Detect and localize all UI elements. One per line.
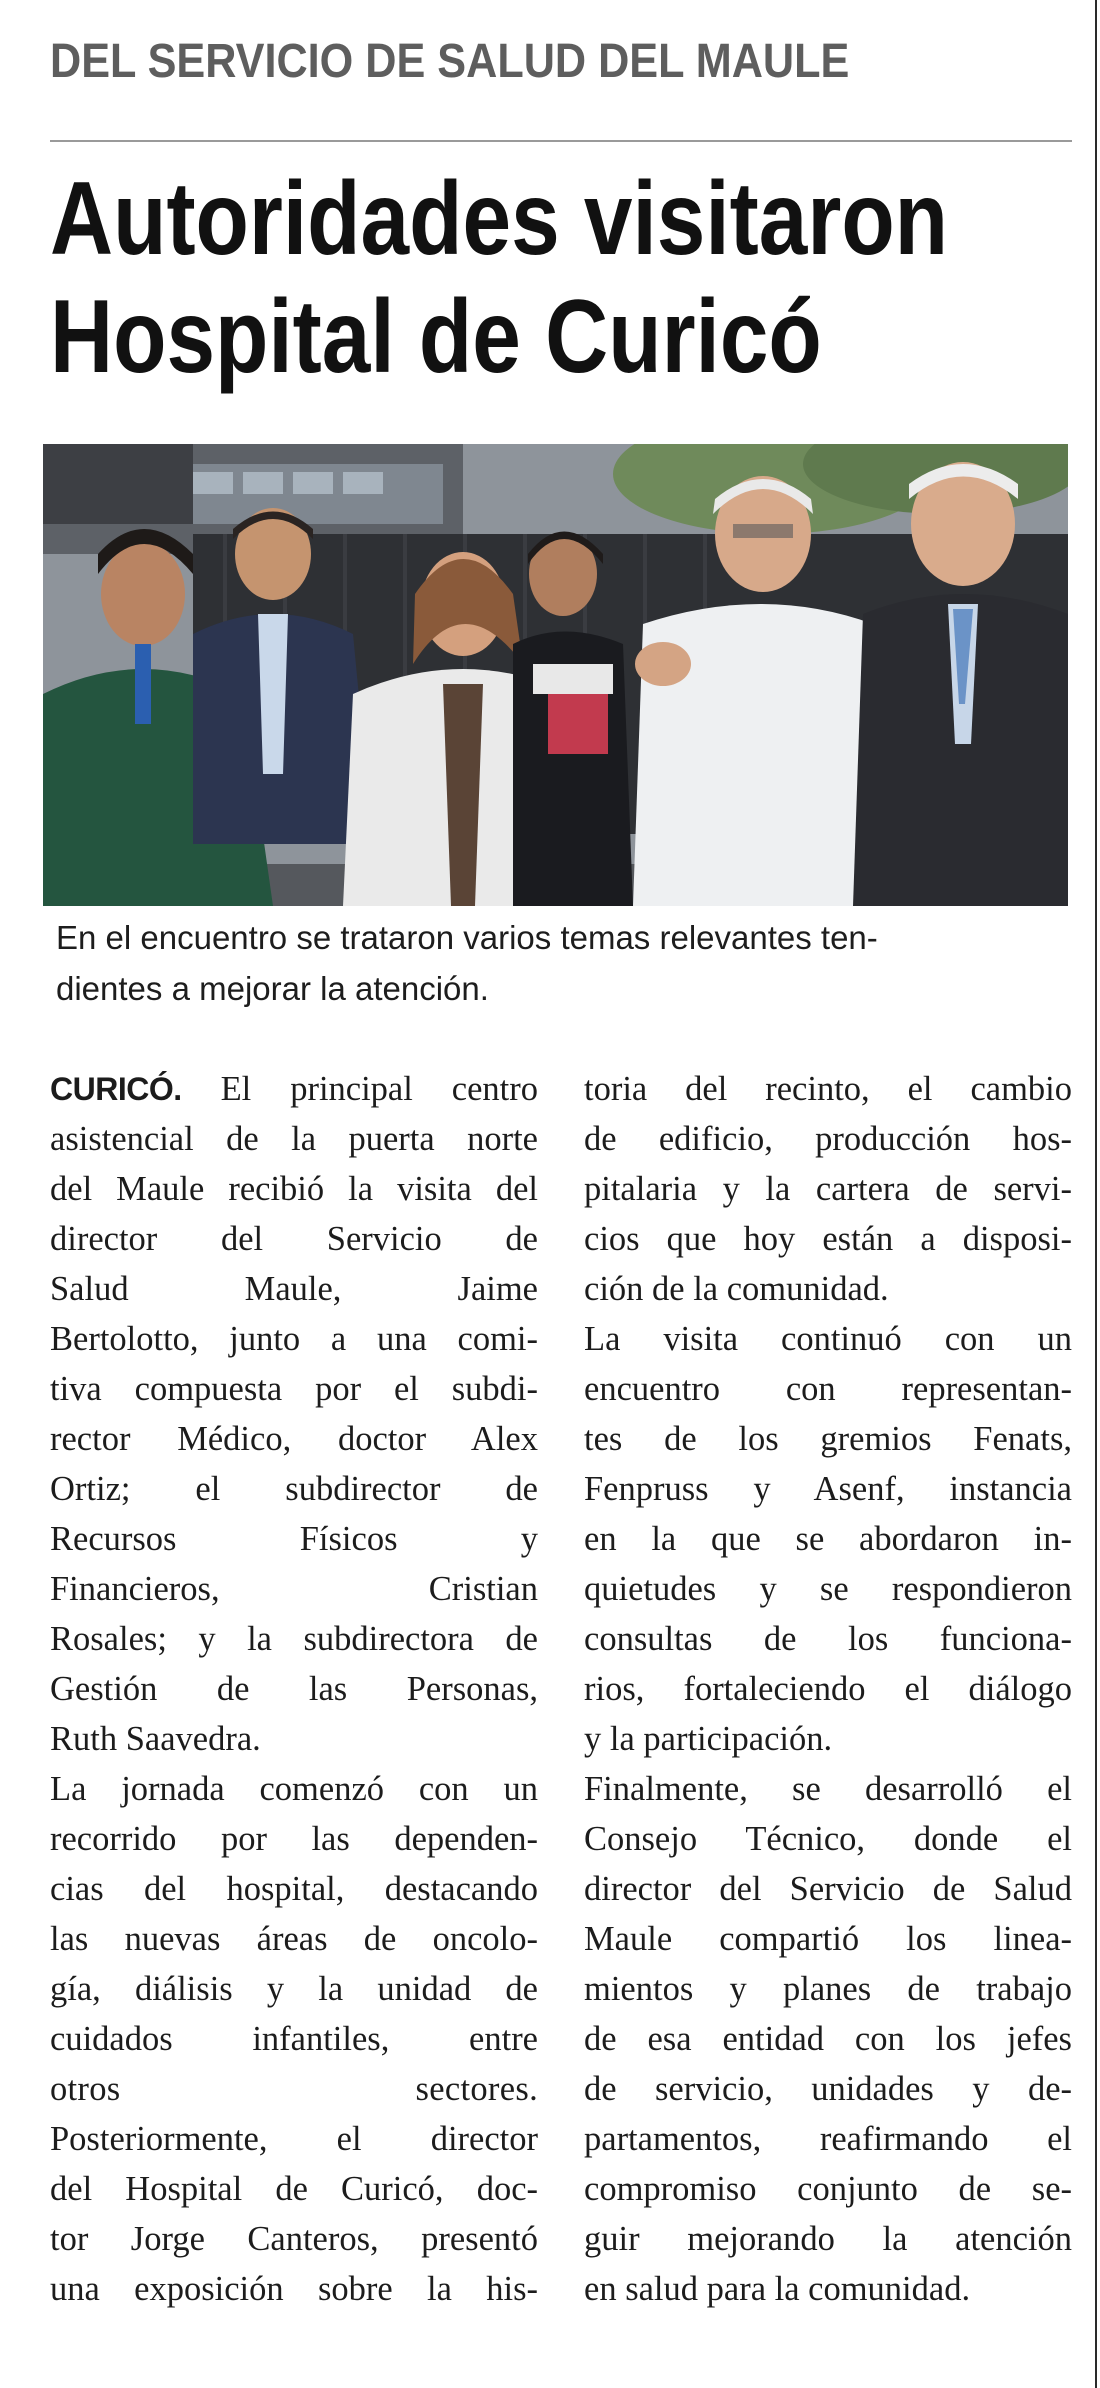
text-line: compromiso conjunto de se-: [584, 2170, 1072, 2208]
paragraph-3: [584, 1064, 1072, 1314]
text-line: de esa entidad con los jefes: [584, 2020, 1072, 2058]
text-line: Maule compartió los linea-: [584, 1920, 1072, 1958]
text-line: rios, fortaleciendo el diálogo: [584, 1670, 1072, 1708]
article-photo: [43, 444, 1068, 906]
headline-line-1: Autoridades visitaron: [50, 161, 949, 277]
text-line: El principal centro: [181, 1070, 538, 1108]
text-line: en salud para la comunidad.: [584, 2270, 971, 2308]
text-line: en la que se abordaron in-: [584, 1520, 1072, 1558]
text-line: Rosales; y la subdirectora de: [50, 1620, 538, 1658]
text-line: director del Servicio de Salud: [584, 1870, 1072, 1908]
text-line: de edificio, producción hos-: [584, 1120, 1072, 1158]
text-line: Ruth Saavedra.: [50, 1720, 261, 1758]
text-line: La visita continuó con un: [584, 1320, 1072, 1358]
text-line: Financieros, Cristian: [50, 1570, 538, 1608]
text-line: de servicio, unidades y de-: [584, 2070, 1072, 2108]
headline: [50, 160, 948, 396]
caption-line-1: En el encuentro se trataron varios temas relevantes ten-: [56, 919, 878, 956]
text-line: consultas de los funciona-: [584, 1620, 1072, 1658]
text-line: tor Jorge Canteros, presentó: [50, 2220, 538, 2258]
text-line: ción de la comunidad.: [584, 1270, 889, 1308]
text-line: recorrido por las dependen-: [50, 1820, 538, 1858]
paragraph-4: [584, 1314, 1072, 1764]
text-line: Ortiz; el subdirector de: [50, 1470, 538, 1508]
article-column-right: [584, 1064, 1072, 2314]
text-line: Finalmente, se desarrolló el: [584, 1770, 1072, 1808]
text-line: gía, diálisis y la unidad de: [50, 1970, 538, 2008]
text-line: Gestión de las Personas,: [50, 1670, 538, 1708]
text-line: Bertolotto, junto a una comi-: [50, 1320, 538, 1358]
text-line: las nuevas áreas de oncolo-: [50, 1920, 538, 1958]
paragraph-5: [584, 1764, 1072, 2314]
text-line: Posteriormente, el director: [50, 2120, 538, 2158]
divider: [50, 140, 1072, 142]
text-line: cuidados infantiles, entre: [50, 2020, 538, 2058]
text-line: La jornada comenzó con un: [50, 1770, 538, 1808]
text-line: y la participación.: [584, 1720, 833, 1758]
text-line: tes de los gremios Fenats,: [584, 1420, 1072, 1458]
text-line: pitalaria y la cartera de servi-: [584, 1170, 1072, 1208]
text-line: asistencial de la puerta norte: [50, 1120, 538, 1158]
text-line: rector Médico, doctor Alex: [50, 1420, 538, 1458]
text-line: quietudes y se respondieron: [584, 1570, 1072, 1608]
kicker: DEL SERVICIO DE SALUD DEL MAULE: [50, 35, 850, 88]
photo-caption: [56, 912, 1066, 1014]
text-line: cios que hoy están a disposi-: [584, 1220, 1072, 1258]
text-line: del Hospital de Curicó, doc-: [50, 2170, 538, 2208]
text-line: tiva compuesta por el subdi-: [50, 1370, 538, 1408]
text-line: Salud Maule, Jaime: [50, 1270, 538, 1308]
text-line: del Maule recibió la visita del: [50, 1170, 538, 1208]
text-line: otros sectores.: [50, 2070, 538, 2108]
text-line: director del Servicio de: [50, 1220, 538, 1258]
text-line: Recursos Físicos y: [50, 1520, 538, 1558]
text-line: [50, 1064, 538, 1114]
column-border: [1095, 0, 1097, 2388]
article-column-left: [50, 1064, 538, 2314]
text-line: mientos y planes de trabajo: [584, 1970, 1072, 2008]
headline-line-2: Hospital de Curicó: [50, 279, 822, 395]
text-line: Fenpruss y Asenf, instancia: [584, 1470, 1072, 1508]
text-line: guir mejorando la atención: [584, 2220, 1072, 2258]
paragraph-2: [50, 1764, 538, 2314]
text-line: cias del hospital, destacando: [50, 1870, 538, 1908]
text-line: una exposición sobre la his-: [50, 2270, 538, 2308]
text-line: partamentos, reafirmando el: [584, 2120, 1072, 2158]
paragraph-1: [50, 1064, 538, 1764]
caption-line-2: dientes a mejorar la atención.: [56, 970, 489, 1007]
dateline: CURICÓ.: [50, 1071, 182, 1107]
text-line: Consejo Técnico, donde el: [584, 1820, 1072, 1858]
text-line: encuentro con representan-: [584, 1370, 1072, 1408]
text-line: toria del recinto, el cambio: [584, 1070, 1072, 1108]
